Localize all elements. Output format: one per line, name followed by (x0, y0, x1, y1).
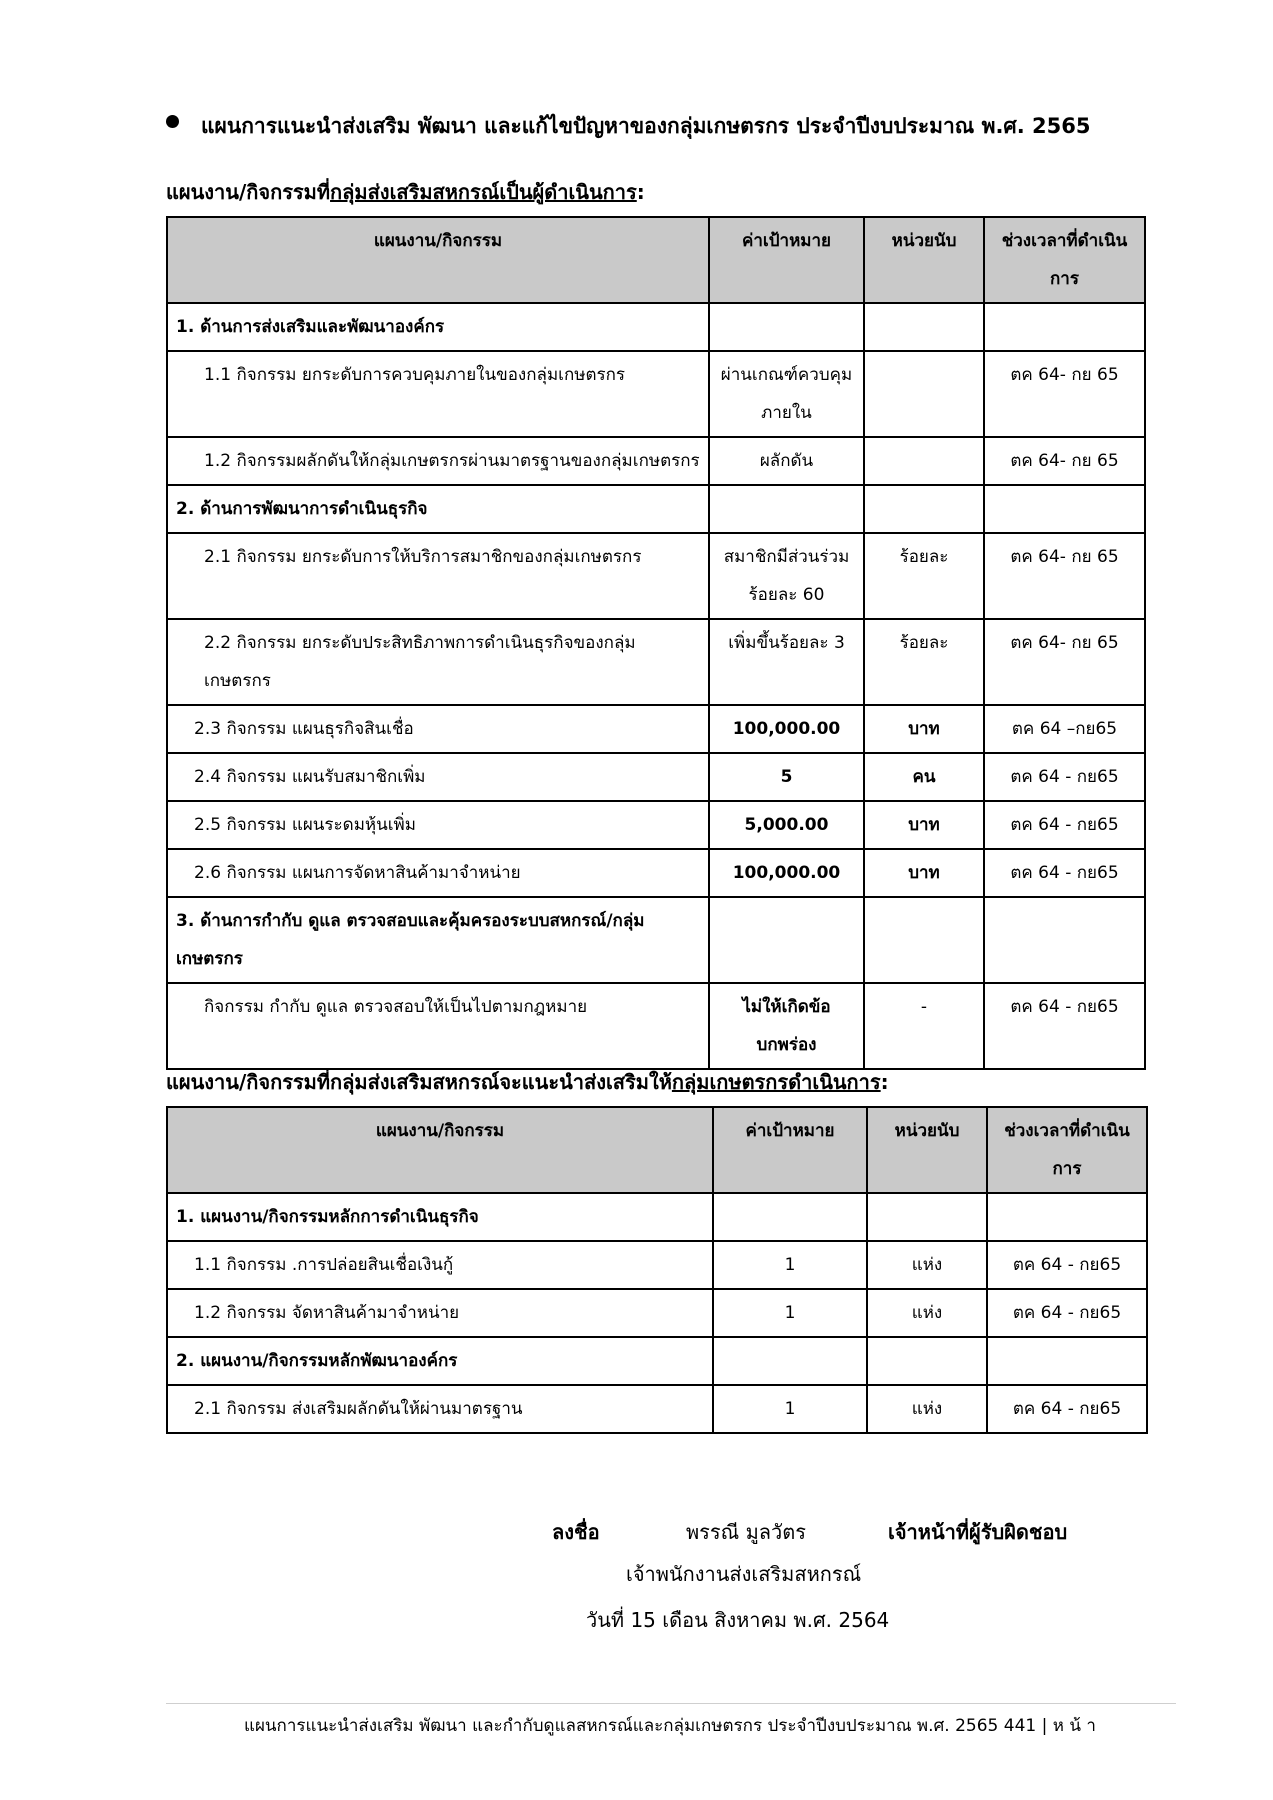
table-header-row (167, 1107, 1147, 1193)
section2-title-prefix: แผนงาน/กิจกรรมที่กลุ่มส่งเสริมสหกรณ์จะแนะนำส่งเสริมให้ (166, 1070, 672, 1094)
target-cell: เพิ่มขึ้นร้อยละ 3 (709, 619, 864, 705)
activity-cell: 1.2 กิจกรรมผลักดันให้กลุ่มเกษตรกรผ่านมาตรฐานของกลุ่มเกษตรกร (167, 437, 709, 485)
header-activity: แผนงาน/กิจกรรม (167, 1107, 713, 1193)
activity-cell: 3. ด้านการกำกับ ดูแล ตรวจสอบและคุ้มครองระบบสหกรณ์/กลุ่มเกษตรกร (167, 897, 709, 983)
target-cell: 100,000.00 (709, 849, 864, 897)
activity-cell: 1. แผนงาน/กิจกรรมหลักการดำเนินธุรกิจ (167, 1193, 713, 1241)
period-cell: ตค 64 –กย65 (984, 705, 1145, 753)
activity-cell: 2.1 กิจกรรม ยกระดับการให้บริการสมาชิกของกลุ่มเกษตรกร (167, 533, 709, 619)
plan-table-group-advised (166, 1106, 1148, 1434)
unit-cell: แห่ง (867, 1241, 987, 1289)
target-cell: 5,000.00 (709, 801, 864, 849)
unit-cell: บาท (864, 801, 984, 849)
unit-cell (864, 485, 984, 533)
period-cell: ตค 64 - กย65 (984, 801, 1145, 849)
period-cell: ตค 64- กย 65 (984, 437, 1145, 485)
unit-cell: - (864, 983, 984, 1069)
unit-cell: บาท (864, 705, 984, 753)
unit-cell: คน (864, 753, 984, 801)
signer-role: เจ้าหน้าที่ผู้รับผิดชอบ (888, 1520, 1068, 1544)
table-header-row (167, 217, 1145, 303)
activity-cell: 1.2 กิจกรรม จัดหาสินค้ามาจำหน่าย (167, 1289, 713, 1337)
target-cell: สมาชิกมีส่วนร่วม ร้อยละ 60 (709, 533, 864, 619)
unit-cell: ร้อยละ (864, 533, 984, 619)
period-cell (984, 485, 1145, 533)
category-row (167, 897, 1145, 983)
section2-title-suffix: : (880, 1070, 889, 1094)
unit-cell: แห่ง (867, 1385, 987, 1433)
activity-cell: 2. ด้านการพัฒนาการดำเนินธุรกิจ (167, 485, 709, 533)
target-cell: 1 (713, 1241, 867, 1289)
activity-cell: 2.3 กิจกรรม แผนธุรกิจสินเชื่อ (167, 705, 709, 753)
header-activity: แผนงาน/กิจกรรม (167, 217, 709, 303)
activity-row (167, 753, 1145, 801)
unit-cell (864, 897, 984, 983)
activity-cell: 2.5 กิจกรรม แผนระดมหุ้นเพิ่ม (167, 801, 709, 849)
activity-cell: 2.6 กิจกรรม แผนการจัดหาสินค้ามาจำหน่าย (167, 849, 709, 897)
header-unit: หน่วยนับ (867, 1107, 987, 1193)
period-cell: ตค 64- กย 65 (984, 351, 1145, 437)
activity-cell: 2.1 กิจกรรม ส่งเสริมผลักดันให้ผ่านมาตรฐาน (167, 1385, 713, 1433)
activity-row (167, 983, 1145, 1069)
period-cell: ตค 64 - กย65 (984, 983, 1145, 1069)
target-cell (709, 897, 864, 983)
bullet-icon (166, 115, 179, 128)
activity-cell: 1. ด้านการส่งเสริมและพัฒนาองค์กร (167, 303, 709, 351)
target-cell: ผลักดัน (709, 437, 864, 485)
section1-title (166, 176, 645, 208)
period-cell: ตค 64 - กย65 (987, 1241, 1147, 1289)
unit-cell: แห่ง (867, 1289, 987, 1337)
unit-cell (867, 1193, 987, 1241)
period-cell: ตค 64- กย 65 (984, 619, 1145, 705)
table-body (167, 1193, 1147, 1433)
unit-cell (864, 303, 984, 351)
unit-cell (864, 351, 984, 437)
activity-row (167, 533, 1145, 619)
section2-title (166, 1066, 889, 1098)
target-cell (713, 1337, 867, 1385)
activity-row (167, 351, 1145, 437)
activity-cell: กิจกรรม กำกับ ดูแล ตรวจสอบให้เป็นไปตามกฎหมาย (167, 983, 709, 1069)
heading-text: แผนการแนะนำส่งเสริม พัฒนา และแก้ไขปัญหาของกลุ่มเกษตรกร ประจำปีงบประมาณ พ.ศ. 2565 (201, 114, 1091, 138)
page-heading (166, 110, 1091, 143)
plan-table-group-executed (166, 216, 1146, 1070)
category-row (167, 485, 1145, 533)
sign-label: ลงชื่อ (552, 1520, 600, 1544)
activity-cell: 1.1 กิจกรรม .การปล่อยสินเชื่อเงินกู้ (167, 1241, 713, 1289)
section1-title-underlined: กลุ่มส่งเสริมสหกรณ์เป็นผู้ดำเนินการ (330, 180, 637, 204)
activity-row (167, 1289, 1147, 1337)
page-footer: แผนการแนะนำส่งเสริม พัฒนา และกำกับดูแลสหกรณ์และกลุ่มเกษตรกร ประจำปีงบประมาณ พ.ศ. 2565 441 | ห น้ า (244, 1716, 1096, 1736)
target-cell (709, 303, 864, 351)
period-cell: ตค 64 - กย65 (987, 1385, 1147, 1433)
activity-row (167, 849, 1145, 897)
period-cell (987, 1337, 1147, 1385)
target-cell: 5 (709, 753, 864, 801)
unit-cell: บาท (864, 849, 984, 897)
table-body (167, 303, 1145, 1069)
target-cell: ผ่านเกณฑ์ควบคุมภายใน (709, 351, 864, 437)
signer-position: เจ้าพนักงานส่งเสริมสหกรณ์ (626, 1562, 862, 1586)
activity-row (167, 1385, 1147, 1433)
target-cell (709, 485, 864, 533)
target-cell: 1 (713, 1385, 867, 1433)
activity-cell: 2.2 กิจกรรม ยกระดับประสิทธิภาพการดำเนินธุรกิจของกลุ่มเกษตรกร (167, 619, 709, 705)
activity-cell: 2.4 กิจกรรม แผนรับสมาชิกเพิ่ม (167, 753, 709, 801)
category-row (167, 1337, 1147, 1385)
category-row (167, 1193, 1147, 1241)
activity-row (167, 801, 1145, 849)
footer-divider (166, 1703, 1176, 1704)
activity-row (167, 619, 1145, 705)
activity-row (167, 1241, 1147, 1289)
category-row (167, 303, 1145, 351)
header-period: ช่วงเวลาที่ดำเนินการ (984, 217, 1145, 303)
section2-title-underlined: กลุ่มเกษตรกรดำเนินการ (671, 1070, 881, 1094)
period-cell (984, 897, 1145, 983)
signature-date: วันที่ 15 เดือน สิงหาคม พ.ศ. 2564 (586, 1608, 890, 1632)
activity-cell: 2. แผนงาน/กิจกรรมหลักพัฒนาองค์กร (167, 1337, 713, 1385)
activity-row (167, 437, 1145, 485)
target-cell: 1 (713, 1289, 867, 1337)
unit-cell (864, 437, 984, 485)
target-cell: ไม่ให้เกิดข้อบกพร่อง (709, 983, 864, 1069)
activity-cell: 1.1 กิจกรรม ยกระดับการควบคุมภายในของกลุ่มเกษตรกร (167, 351, 709, 437)
header-period: ช่วงเวลาที่ดำเนินการ (987, 1107, 1147, 1193)
target-cell: 100,000.00 (709, 705, 864, 753)
activity-row (167, 705, 1145, 753)
unit-cell (867, 1337, 987, 1385)
section1-title-suffix: : (636, 180, 645, 204)
signer-name: พรรณี มูลวัตร (686, 1520, 806, 1544)
period-cell (987, 1193, 1147, 1241)
section1-title-prefix: แผนงาน/กิจกรรมที่ (166, 180, 331, 204)
header-unit: หน่วยนับ (864, 217, 984, 303)
period-cell: ตค 64 - กย65 (984, 849, 1145, 897)
period-cell (984, 303, 1145, 351)
header-target: ค่าเป้าหมาย (713, 1107, 867, 1193)
period-cell: ตค 64 - กย65 (987, 1289, 1147, 1337)
period-cell: ตค 64- กย 65 (984, 533, 1145, 619)
target-cell (713, 1193, 867, 1241)
period-cell: ตค 64 - กย65 (984, 753, 1145, 801)
header-target: ค่าเป้าหมาย (709, 217, 864, 303)
unit-cell: ร้อยละ (864, 619, 984, 705)
